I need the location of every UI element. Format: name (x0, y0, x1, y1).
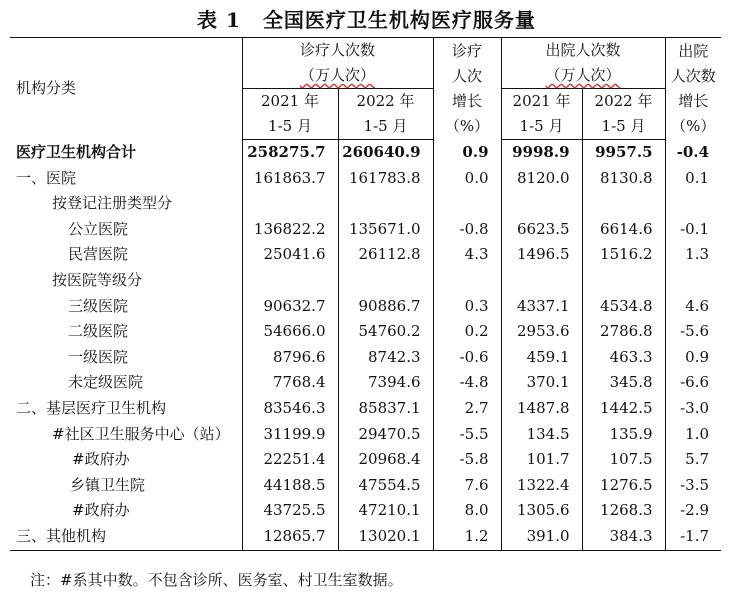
visits-2022-cell: 47210.1 (338, 498, 433, 524)
row-label: 三级医院 (68, 296, 129, 315)
discharge-growth-cell: 5.7 (665, 447, 721, 473)
discharge-2022-cell: 384.3 (582, 524, 665, 550)
visits-growth-cell: -0.6 (433, 345, 501, 371)
discharge-2022-cell: 135.9 (582, 422, 665, 448)
visits-growth-cell: -5.8 (433, 447, 501, 473)
discharge-growth-cell (665, 268, 721, 294)
table-row (10, 524, 721, 550)
table-title (0, 4, 733, 33)
table-row (10, 345, 721, 371)
discharge-2021-cell: 391.0 (501, 524, 582, 550)
visits-2021-cell: 22251.4 (242, 447, 338, 473)
visits-2022-cell (338, 268, 433, 294)
visits-growth-cell: 0.9 (433, 140, 501, 166)
visits-2021-cell: 31199.9 (242, 422, 338, 448)
visits-2021-cell: 90632.7 (242, 294, 338, 320)
visits-2022-cell: 7394.6 (338, 370, 433, 396)
visits-2021-cell: 54666.0 (242, 319, 338, 345)
visits-2022-cell: 260640.9 (338, 140, 433, 166)
table-row (10, 191, 721, 217)
visits-2022-cell: 13020.1 (338, 524, 433, 550)
table-row (10, 242, 721, 268)
visits-2021-header: 2021 年 1-5 月 (242, 89, 338, 140)
discharge-growth-cell: -2.9 (665, 498, 721, 524)
table-title-text: 全国医疗卫生机构医疗服务量 (262, 8, 536, 32)
visits-growth-cell: 8.0 (433, 498, 501, 524)
discharge-2021-cell: 101.7 (501, 447, 582, 473)
discharge-2021-cell: 2953.6 (501, 319, 582, 345)
table-row (10, 370, 721, 396)
discharge-growth-cell: -3.0 (665, 396, 721, 422)
table-row (10, 294, 721, 320)
visits-2022-cell: 20968.4 (338, 447, 433, 473)
visits-2022-cell: 85837.1 (338, 396, 433, 422)
discharge-2021-cell: 1487.8 (501, 396, 582, 422)
visits-growth-cell: 0.2 (433, 319, 501, 345)
visits-2022-cell (338, 191, 433, 217)
visits-growth-cell: -4.8 (433, 370, 501, 396)
discharge-growth-cell: 0.9 (665, 345, 721, 371)
visits-growth-header: 诊疗 人次 增长 （%） (433, 38, 501, 140)
visits-2022-cell: 135671.0 (338, 217, 433, 243)
visits-growth-cell: 0.0 (433, 166, 501, 192)
visits-2022-cell: 29470.5 (338, 422, 433, 448)
visits-2021-cell: 258275.7 (242, 140, 338, 166)
row-label: 按医院等级分 (52, 270, 143, 289)
visits-2022-cell: 26112.8 (338, 242, 433, 268)
row-label: #政府办 (72, 450, 130, 469)
category-header: 机构分类 (10, 38, 242, 140)
table-row (10, 217, 721, 243)
discharge-growth-cell: -0.1 (665, 217, 721, 243)
discharge-2022-cell: 345.8 (582, 370, 665, 396)
discharge-2022-cell: 1268.3 (582, 498, 665, 524)
discharge-2022-cell: 4534.8 (582, 294, 665, 320)
visits-2021-cell: 8796.6 (242, 345, 338, 371)
discharge-growth-cell: 1.3 (665, 242, 721, 268)
discharge-2021-cell: 1496.5 (501, 242, 582, 268)
visits-2022-cell: 161783.8 (338, 166, 433, 192)
row-label: 二级医院 (68, 322, 129, 341)
visits-2021-cell: 136822.2 (242, 217, 338, 243)
visits-2021-cell: 44188.5 (242, 473, 338, 499)
visits-growth-cell: -5.5 (433, 422, 501, 448)
discharge-growth-cell: -1.7 (665, 524, 721, 550)
visits-2022-header: 2022 年 1-5 月 (338, 89, 433, 140)
medical-service-table (10, 37, 721, 551)
row-label: 医疗卫生机构合计 (16, 142, 137, 161)
visits-2022-cell: 47554.5 (338, 473, 433, 499)
row-label: 三、其他机构 (10, 524, 242, 550)
visits-2021-cell: 12865.7 (242, 524, 338, 550)
discharge-growth-cell: 1.0 (665, 422, 721, 448)
row-label: 一级医院 (68, 347, 129, 366)
discharge-2021-cell: 134.5 (501, 422, 582, 448)
row-label: 一、医院 (16, 168, 77, 187)
row-label: #社区卫生服务中心（站） (52, 424, 230, 443)
row-label: 二、基层医疗卫生机构 (16, 398, 167, 417)
discharge-2021-cell: 1305.6 (501, 498, 582, 524)
discharge-2021-cell: 459.1 (501, 345, 582, 371)
visits-2022-cell: 90886.7 (338, 294, 433, 320)
discharge-growth-header: 出院 人次数 增长 （%） (665, 38, 721, 140)
visits-growth-cell: 2.7 (433, 396, 501, 422)
table-row (10, 140, 721, 166)
discharge-2022-cell: 1276.5 (582, 473, 665, 499)
visits-2021-cell: 7768.4 (242, 370, 338, 396)
discharge-2022-cell: 1516.2 (582, 242, 665, 268)
visits-2022-cell: 8742.3 (338, 345, 433, 371)
table-row (10, 498, 721, 524)
table-row (10, 319, 721, 345)
discharge-2022-cell: 463.3 (582, 345, 665, 371)
discharge-growth-cell: 0.1 (665, 166, 721, 192)
table-row (10, 166, 721, 192)
discharge-2021-cell: 9998.9 (501, 140, 582, 166)
visits-2021-cell: 161863.7 (242, 166, 338, 192)
table-row (10, 396, 721, 422)
discharge-2022-cell: 1442.5 (582, 396, 665, 422)
discharge-growth-cell: -5.6 (665, 319, 721, 345)
footnote: 注：#系其中数。不包含诊所、医务室、村卫生室数据。 (30, 571, 403, 589)
discharge-2021-cell: 6623.5 (501, 217, 582, 243)
visits-growth-cell: 4.3 (433, 242, 501, 268)
table-row (10, 473, 721, 499)
visits-2021-cell: 25041.6 (242, 242, 338, 268)
discharge-2021-cell: 1322.4 (501, 473, 582, 499)
visits-2021-cell (242, 268, 338, 294)
discharge-growth-cell: -0.4 (665, 140, 721, 166)
discharge-2021-cell (501, 268, 582, 294)
visits-2021-cell (242, 191, 338, 217)
discharge-2021-cell: 4337.1 (501, 294, 582, 320)
table-row (10, 268, 721, 294)
row-label: 公立医院 (68, 219, 129, 238)
discharge-growth-cell: -6.6 (665, 370, 721, 396)
discharge-2022-cell: 9957.5 (582, 140, 665, 166)
discharge-growth-cell: 4.6 (665, 294, 721, 320)
visits-group-header: 诊疗人次数 （万人次） (242, 38, 433, 89)
row-label: 按登记注册类型分 (52, 194, 173, 213)
visits-2022-cell: 54760.2 (338, 319, 433, 345)
table-number: 表 1 (197, 8, 241, 32)
row-label: #政府办 (72, 501, 130, 520)
discharge-2022-cell (582, 191, 665, 217)
discharge-2021-cell (501, 191, 582, 217)
visits-growth-cell (433, 191, 501, 217)
discharge-2021-cell: 370.1 (501, 370, 582, 396)
visits-growth-cell: 7.6 (433, 473, 501, 499)
discharge-2022-cell: 2786.8 (582, 319, 665, 345)
discharge-2022-cell (582, 268, 665, 294)
discharge-2022-cell: 6614.6 (582, 217, 665, 243)
table-row (10, 422, 721, 448)
discharge-2022-header: 2022 年 1-5 月 (582, 89, 665, 140)
visits-growth-cell: -0.8 (433, 217, 501, 243)
row-label: 乡镇卫生院 (70, 475, 146, 494)
visits-2021-cell: 83546.3 (242, 396, 338, 422)
row-label: 民营医院 (68, 245, 129, 264)
discharge-2021-cell: 8120.0 (501, 166, 582, 192)
discharge-group-header: 出院人次数 （万人次） (501, 38, 665, 89)
visits-growth-cell: 1.2 (433, 524, 501, 550)
visits-2021-cell: 43725.5 (242, 498, 338, 524)
discharge-2022-cell: 107.5 (582, 447, 665, 473)
discharge-2021-header: 2021 年 1-5 月 (501, 89, 582, 140)
visits-growth-cell: 0.3 (433, 294, 501, 320)
visits-growth-cell (433, 268, 501, 294)
discharge-growth-cell: -3.5 (665, 473, 721, 499)
discharge-2022-cell: 8130.8 (582, 166, 665, 192)
row-label: 未定级医院 (68, 373, 144, 392)
discharge-growth-cell (665, 191, 721, 217)
table-row (10, 447, 721, 473)
